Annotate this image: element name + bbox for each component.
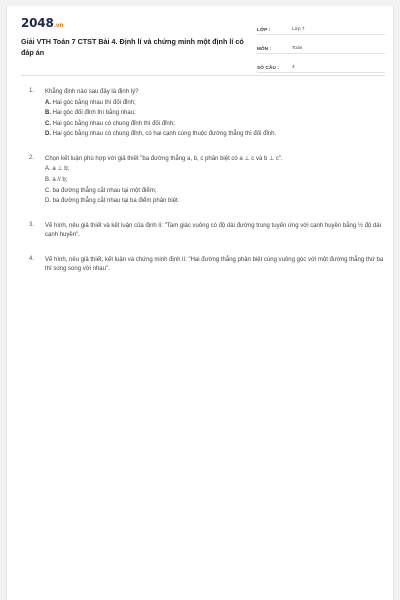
option-text: a // b; [52,176,68,183]
meta-row-class [257,20,385,35]
question-text: Chọn kết luận phù hợp với giả thiết "ba đường thẳng a, b, c phân biệt có a ⊥ c và b ⊥ c". [45,155,283,162]
meta-row-question-count [257,58,385,73]
meta-row-subject [257,39,385,54]
question-number: 3. [29,221,35,228]
question-3 [21,222,385,241]
meta-label: MÔN : [257,46,272,51]
option-letter: B. [45,176,51,183]
option-text: Hai góc bằng nhau có chung đỉnh thì đối đỉnh; [52,120,175,127]
answer-option-a[interactable] [45,98,385,109]
answer-option-d[interactable] [45,129,385,140]
answer-option-c[interactable] [45,186,385,197]
option-letter: D. [45,131,51,138]
meta-label: LỚP : [257,27,271,32]
question-text: Khẳng định nào sau đây là định lý? [45,89,139,95]
question-text: Vẽ hình, nêu giả thiết và kết luận của định lí: "Tam giác vuông có độ dài đường trung tuyến ứng với cạnh huyền bằng ½ độ dài cạnh huyền". [45,222,381,239]
option-letter: A. [45,99,51,106]
question-number: 2. [29,154,35,161]
meta-value: Lớp 7 [292,27,305,32]
option-text: Hai góc đối đỉnh thì bằng nhau; [52,110,136,117]
answer-option-b[interactable] [45,175,385,186]
question-text: Vẽ hình, nêu giả thiết, kết luận và chứng minh định lí: "Hai đường thẳng phân biệt cùng vuông góc với một đường thẳng thứ ba thì song song với nhau". [45,256,384,273]
question-number: 1. [29,88,35,94]
option-letter: A. [45,166,51,173]
logo-suffix: .vn [53,22,64,29]
document-title: Giải VTH Toán 7 CTST Bài 4. Định lí và chứng minh một định lí có đáp án [21,37,244,57]
logo-text: 2048 [21,16,54,30]
answer-option-a[interactable] [45,164,385,175]
meta-label: SỐ CÂU : [257,65,280,70]
option-letter: D. [45,198,51,205]
meta-value: Toán [292,46,303,51]
option-text: Hai góc bằng nhau có chung đỉnh, có hai cạnh cùng thuộc đường thẳng thì đối đỉnh. [52,131,277,138]
answer-option-d[interactable] [45,196,385,207]
question-2 [21,155,385,207]
question-number: 4. [29,255,35,262]
header-divider [21,75,385,76]
option-letter: B. [45,110,51,117]
document-page [6,6,394,600]
question-1 [21,88,385,140]
meta-value: 4 [292,65,295,70]
option-text: a ⊥ b; [52,166,70,173]
question-list [21,88,385,290]
option-text: ba đường thẳng cắt nhau tại ba điểm phân biệt. [52,198,180,205]
answer-option-c[interactable] [45,119,385,130]
question-4 [21,256,385,275]
option-letter: C. [45,120,51,127]
option-letter: C. [45,187,51,194]
site-logo[interactable] [21,16,63,30]
document-header [21,16,385,72]
option-text: Hai góc bằng nhau thì đối đỉnh; [52,99,136,106]
document-meta [257,20,385,77]
answer-option-b[interactable] [45,108,385,119]
option-text: ba đường thẳng cắt nhau tại một điểm; [52,187,157,194]
